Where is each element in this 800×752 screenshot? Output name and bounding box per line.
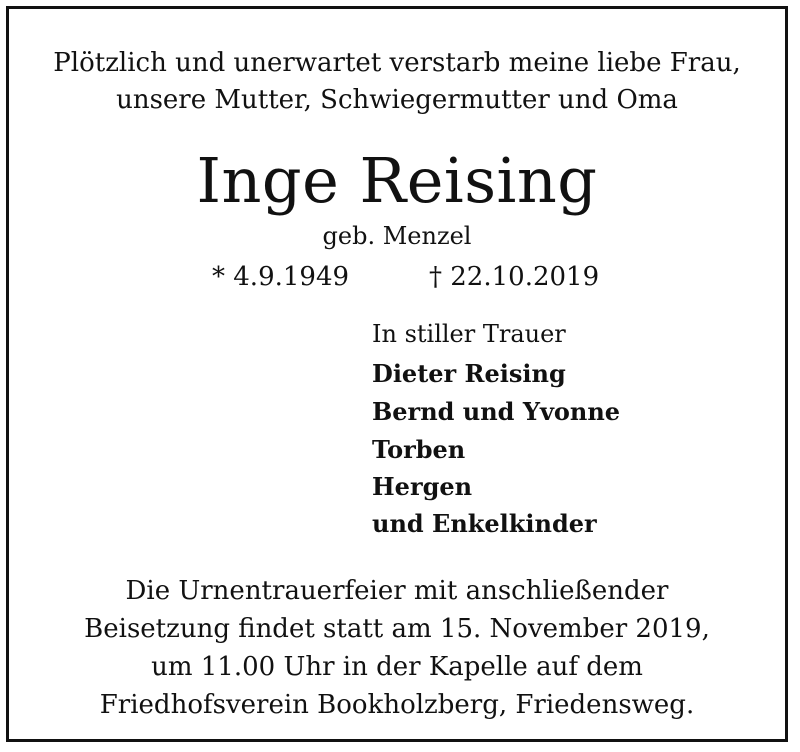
mourning-heading: In stiller Trauer — [372, 320, 566, 348]
ceremony-line: Friedhofsverein Bookholzberg, Friedensweg. — [99, 690, 695, 720]
death-date: † 22.10.2019 — [429, 262, 600, 292]
intro-line: Plötzlich und unerwartet verstarb meine liebe Frau, — [53, 48, 741, 78]
deceased-name: Inge Reising — [196, 144, 598, 217]
ceremony-line: Die Urnentrauerfeier mit anschließender — [125, 576, 669, 606]
mourners-block — [372, 318, 620, 542]
obituary-notice — [6, 6, 788, 742]
mourner-name: und Enkelkinder — [372, 509, 597, 538]
intro-line: unsere Mutter, Schwiegermutter und Oma — [116, 85, 678, 115]
mourner-name: Bernd und Yvonne — [372, 397, 621, 426]
intro-text — [9, 45, 785, 119]
birth-date: * 4.9.1949 — [212, 262, 350, 292]
life-dates — [9, 261, 785, 293]
mourner-name: Dieter Reising — [372, 359, 566, 388]
ceremony-line: Beisetzung findet statt am 15. November 2019, — [84, 614, 710, 644]
ceremony-info — [9, 572, 785, 724]
ceremony-line: um 11.00 Uhr in der Kapelle auf dem — [151, 652, 643, 682]
mourner-name: Hergen — [372, 472, 473, 501]
maiden-name: geb. Menzel — [322, 222, 472, 250]
mourner-name: Torben — [372, 435, 466, 464]
